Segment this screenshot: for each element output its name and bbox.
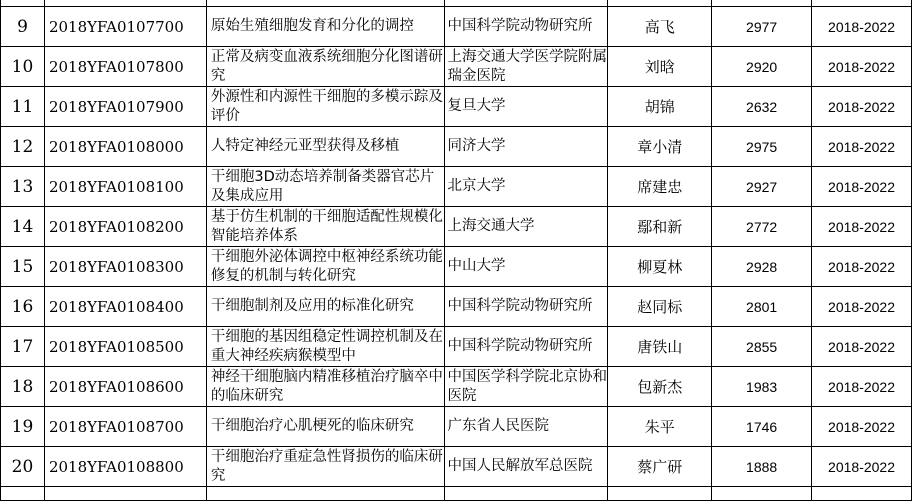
table-row: [1, 407, 912, 447]
row-number: 15: [1, 247, 45, 287]
row-number: 19: [1, 407, 45, 447]
row-number: 10: [1, 47, 45, 87]
row-number: 16: [1, 287, 45, 327]
project-leader: 朱平: [608, 407, 712, 447]
host-organization: 广东省人民医院: [444, 407, 608, 447]
table-row: [1, 47, 912, 87]
project-title: 原始生殖细胞发育和分化的调控: [206, 7, 444, 47]
project-id: 2018YFA0107700: [44, 7, 206, 47]
project-period: 2018-2022: [812, 7, 912, 47]
project-leader: 高飞: [608, 7, 712, 47]
table-row-partial-bottom: [1, 487, 912, 501]
host-organization: 中国科学院动物研究所: [444, 7, 608, 47]
project-funds: 2975: [712, 127, 812, 167]
project-funds: 1983: [712, 367, 812, 407]
host-organization: 中国人民解放军总医院: [444, 447, 608, 487]
row-number: 12: [1, 127, 45, 167]
project-title: 人特定神经元亚型获得及移植: [206, 127, 444, 167]
project-period: 2018-2022: [812, 207, 912, 247]
row-number: 13: [1, 167, 45, 207]
project-funds: 2927: [712, 167, 812, 207]
project-id: 2018YFA0108500: [44, 327, 206, 367]
project-period: 2018-2022: [812, 87, 912, 127]
project-period: 2018-2022: [812, 167, 912, 207]
table-row: [1, 7, 912, 47]
project-funds: 1746: [712, 407, 812, 447]
project-period: 2018-2022: [812, 447, 912, 487]
project-id: 2018YFA0108200: [44, 207, 206, 247]
project-period: 2018-2022: [812, 327, 912, 367]
row-number: 17: [1, 327, 45, 367]
project-leader: 蔡广研: [608, 447, 712, 487]
project-funds: 2977: [712, 7, 812, 47]
table-row: [1, 87, 912, 127]
project-title: 正常及病变血液系统细胞分化图谱研究: [206, 47, 444, 87]
project-period: 2018-2022: [812, 287, 912, 327]
project-period: 2018-2022: [812, 247, 912, 287]
project-title: 干细胞外泌体调控中枢神经系统功能修复的机制与转化研究: [206, 247, 444, 287]
project-funds: 2920: [712, 47, 812, 87]
project-period: 2018-2022: [812, 407, 912, 447]
project-id: 2018YFA0107800: [44, 47, 206, 87]
host-organization: 中国科学院动物研究所: [444, 327, 608, 367]
host-organization: 复旦大学: [444, 87, 608, 127]
table-row: [1, 327, 912, 367]
table-row: [1, 127, 912, 167]
project-title: 干细胞制剂及应用的标准化研究: [206, 287, 444, 327]
project-title: 干细胞3D动态培养制备类器官芯片及集成应用: [206, 167, 444, 207]
host-organization: 北京大学: [444, 167, 608, 207]
project-title: 外源性和内源性干细胞的多模示踪及评价: [206, 87, 444, 127]
project-funds: 1888: [712, 447, 812, 487]
table-row: [1, 367, 912, 407]
project-funds: 2801: [712, 287, 812, 327]
project-id: 2018YFA0108000: [44, 127, 206, 167]
project-funds: 2772: [712, 207, 812, 247]
project-leader: 赵同标: [608, 287, 712, 327]
project-title: 干细胞治疗心肌梗死的临床研究: [206, 407, 444, 447]
project-funds: 2928: [712, 247, 812, 287]
project-title: 干细胞的基因组稳定性调控机制及在重大神经疾病猴模型中: [206, 327, 444, 367]
project-id: 2018YFA0108800: [44, 447, 206, 487]
host-organization: 中山大学: [444, 247, 608, 287]
project-id: 2018YFA0108700: [44, 407, 206, 447]
host-organization: 上海交通大学医学院附属瑞金医院: [444, 47, 608, 87]
project-leader: 包新杰: [608, 367, 712, 407]
table-row: [1, 247, 912, 287]
host-organization: 上海交通大学: [444, 207, 608, 247]
project-id: 2018YFA0107900: [44, 87, 206, 127]
project-title: 干细胞治疗重症急性肾损伤的临床研究: [206, 447, 444, 487]
project-id: 2018YFA0108100: [44, 167, 206, 207]
row-number: 18: [1, 367, 45, 407]
project-id: 2018YFA0108300: [44, 247, 206, 287]
project-period: 2018-2022: [812, 47, 912, 87]
row-number: 11: [1, 87, 45, 127]
project-title: 基于仿生机制的干细胞适配性规模化智能培养体系: [206, 207, 444, 247]
project-funds: 2855: [712, 327, 812, 367]
table-row: [1, 207, 912, 247]
row-number: 9: [1, 7, 45, 47]
host-organization: 中国科学院动物研究所: [444, 287, 608, 327]
table-row: [1, 447, 912, 487]
project-title: 神经干细胞脑内精准移植治疗脑卒中的临床研究: [206, 367, 444, 407]
project-period: 2018-2022: [812, 127, 912, 167]
project-leader: 刘晗: [608, 47, 712, 87]
project-leader: 席建忠: [608, 167, 712, 207]
host-organization: 同济大学: [444, 127, 608, 167]
row-number: 20: [1, 447, 45, 487]
project-leader: 柳夏林: [608, 247, 712, 287]
project-leader: 章小清: [608, 127, 712, 167]
project-id: 2018YFA0108400: [44, 287, 206, 327]
host-organization: 中国医学科学院北京协和医院: [444, 367, 608, 407]
table-row: [1, 287, 912, 327]
project-period: 2018-2022: [812, 367, 912, 407]
project-leader: 唐铁山: [608, 327, 712, 367]
project-leader: 胡锦: [608, 87, 712, 127]
project-id: 2018YFA0108600: [44, 367, 206, 407]
table-row: [1, 167, 912, 207]
row-number: 14: [1, 207, 45, 247]
project-funds: 2632: [712, 87, 812, 127]
project-leader: 鄢和新: [608, 207, 712, 247]
